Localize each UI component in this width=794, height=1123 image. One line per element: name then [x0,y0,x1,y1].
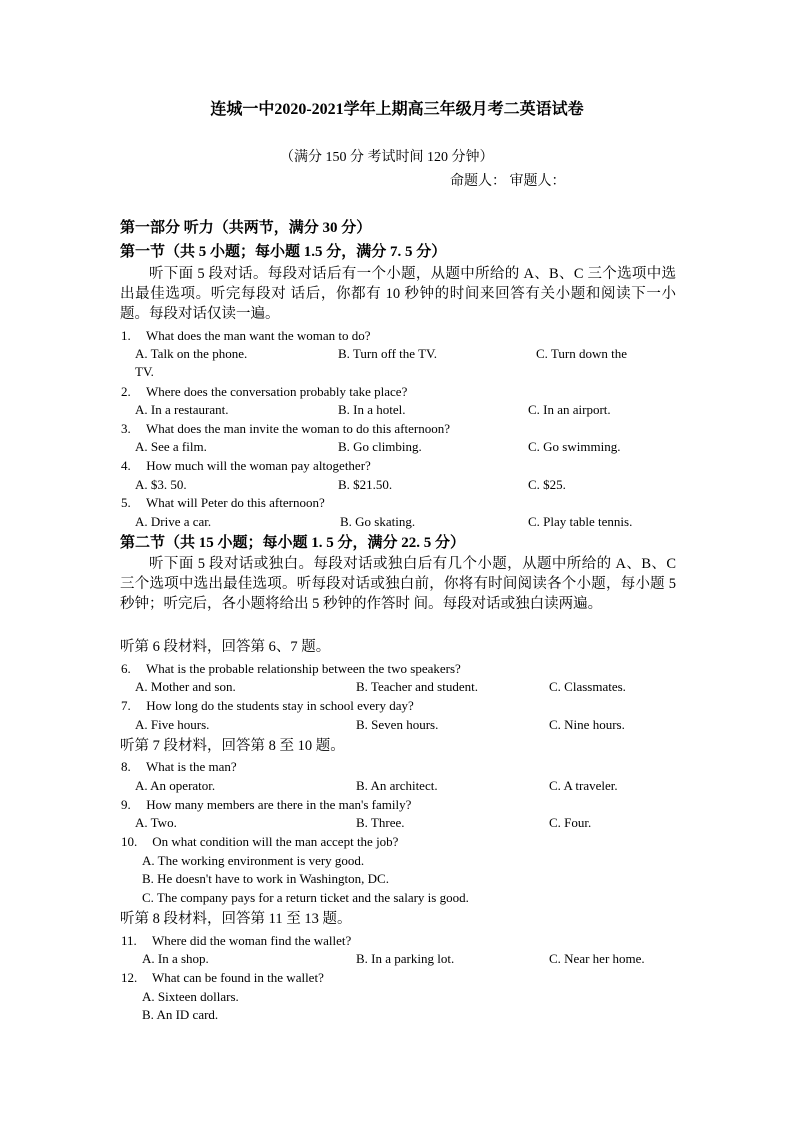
q5-option-a: A. Drive a car. [135,514,212,529]
material-7-note: 听第 7 段材料，回答第 8 至 10 题。 [120,738,345,754]
q6-option-b: B. Teacher and student. [356,679,478,694]
q7-option-a: A. Five hours. [135,717,210,732]
q11-option-b: B. In a parking lot. [356,951,455,966]
q1-option-c-continued: TV. [135,364,154,379]
q4-option-a: A. $3. 50. [135,477,187,492]
q2-option-b: B. In a hotel. [338,402,406,417]
section1-instructions: 听下面 5 段对话。每段对话后有一个小题，从题中所给的 A、B、C 三个选项中选出最佳选项。听完每段对 话后，你都有 10 秒钟的时间来回答有关小题和阅读下一小题。每段对话仅读一遍。 [120,266,676,322]
q10-option-c: C. The company pays for a return ticket and the salary is good. [142,890,469,905]
q10-option-b: B. He doesn't have to work in Washington, DC. [142,871,389,886]
question-4: 4. How much will the woman pay altogether? [121,458,371,473]
question-10: 10. On what condition will the man accept the job? [121,834,399,849]
question-1: 1. What does the man want the woman to do? [121,328,371,343]
question-11: 11. Where did the woman find the wallet? [121,933,352,948]
section2-instructions: 听下面 5 段对话或独白。每段对话或独白后有几个小题，从题中所给的 A、B、C 三个选项中选出最佳选项。听每段对话或独白前，你将有时间阅读各个小题，每小题 5 秒钟；听完后，各小题将给出 5 秒钟的作答时 间。每段对话或独白读两遍。 [120,556,676,612]
exam-title: 连城一中2020-2021学年上期高三年级月考二英语试卷 [210,101,584,118]
question-6: 6. What is the probable relationship between the two speakers? [121,661,461,676]
question-8: 8. What is the man? [121,759,237,774]
q9-option-c: C. Four. [549,815,592,830]
q8-option-a: A. An operator. [135,778,216,793]
question-12: 12. What can be found in the wallet? [121,970,324,985]
q11-option-c: C. Near her home. [549,951,645,966]
author-reviewer-line: 命题人： 审题人： [450,174,566,189]
q9-option-a: A. Two. [135,815,177,830]
q11-option-a: A. In a shop. [142,951,209,966]
q2-option-c: C. In an airport. [528,402,611,417]
question-7: 7. How long do the students stay in school every day? [121,698,414,713]
q12-option-a: A. Sixteen dollars. [142,989,239,1004]
q5-option-c: C. Play table tennis. [528,514,633,529]
q4-option-c: C. $25. [528,477,566,492]
section2-heading: 第二节（共 15 小题；每小题 1. 5 分，满分 22. 5 分） [120,535,466,551]
q7-option-b: B. Seven hours. [356,717,439,732]
q10-option-a: A. The working environment is very good. [142,853,365,868]
q5-option-b: B. Go skating. [340,514,416,529]
section1-heading: 第一节（共 5 小题；每小题 1.5 分，满分 7. 5 分） [120,244,447,260]
question-9: 9. How many members are there in the man's family? [121,797,412,812]
q8-option-b: B. An architect. [356,778,438,793]
q1-option-a: A. Talk on the phone. [135,346,248,361]
q6-option-a: A. Mother and son. [135,679,236,694]
q3-option-c: C. Go swimming. [528,439,621,454]
q8-option-c: C. A traveler. [549,778,618,793]
q6-option-c: C. Classmates. [549,679,626,694]
q3-option-a: A. See a film. [135,439,207,454]
q4-option-b: B. $21.50. [338,477,393,492]
material-8-note: 听第 8 段材料，回答第 11 至 13 题。 [120,911,352,927]
score-time-info: （满分 150 分 考试时间 120 分钟） [280,150,494,165]
material-6-note: 听第 6 段材料，回答第 6、7 题。 [120,639,331,655]
q12-option-b: B. An ID card. [142,1007,219,1022]
q7-option-c: C. Nine hours. [549,717,625,732]
q3-option-b: B. Go climbing. [338,439,422,454]
question-3: 3. What does the man invite the woman to do this afternoon? [121,421,450,436]
q2-option-a: A. In a restaurant. [135,402,229,417]
q1-option-b: B. Turn off the TV. [338,346,437,361]
q1-option-c: C. Turn down the [536,346,628,361]
question-5: 5. What will Peter do this afternoon? [121,495,325,510]
q9-option-b: B. Three. [356,815,405,830]
question-2: 2. Where does the conversation probably take place? [121,384,408,399]
part1-heading: 第一部分 听力（共两节，满分 30 分） [120,220,372,236]
